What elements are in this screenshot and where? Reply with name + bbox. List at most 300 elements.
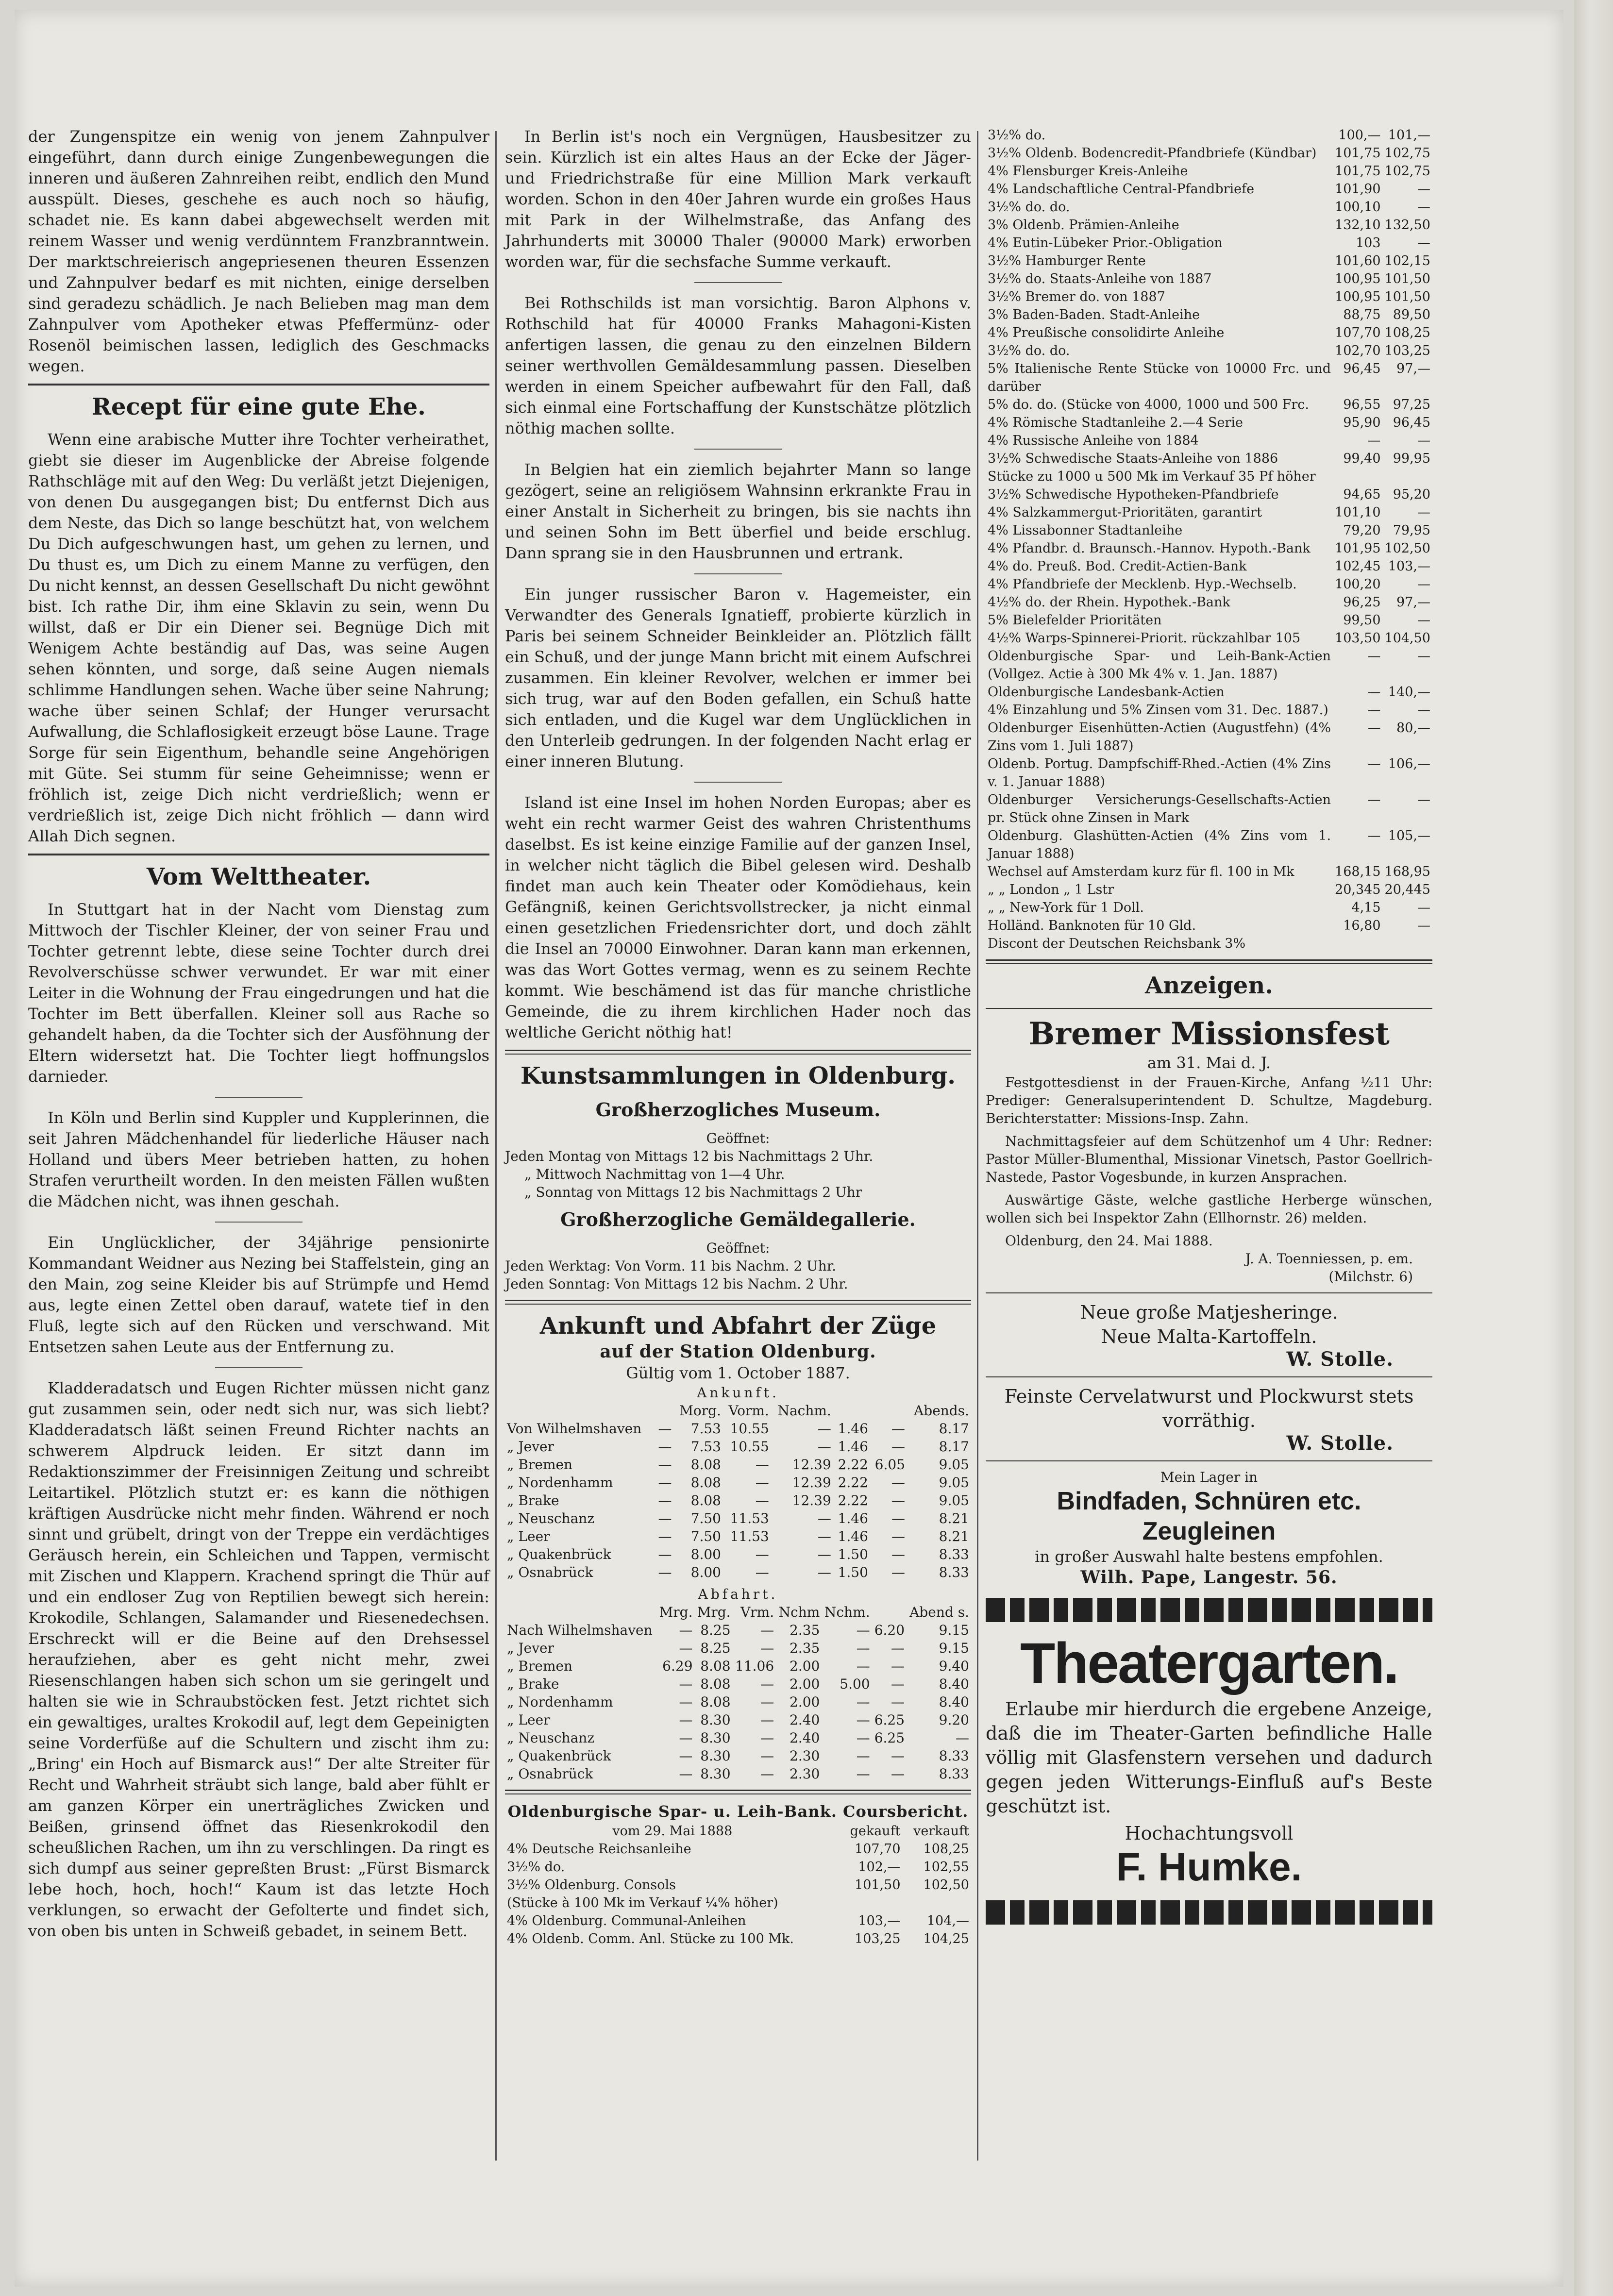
table-cell: — <box>1417 577 1430 592</box>
table-cell: „ Neuschanz <box>507 1730 595 1746</box>
table-cell: — <box>856 1766 870 1782</box>
kurse-table <box>986 126 1432 953</box>
table-cell: — <box>679 1694 693 1710</box>
section-rule <box>986 1376 1432 1377</box>
table-cell: 79,95 <box>1393 523 1430 538</box>
table-cell: 101,50 <box>855 1877 901 1893</box>
missionsfest-date: am 31. Mai d. J. <box>1147 1054 1271 1072</box>
table-row <box>986 468 1432 486</box>
museum-line: Jeden Montag von Mittags 12 bis Nachmittags 2 Uhr. <box>505 1148 874 1164</box>
column-1 <box>28 126 489 1946</box>
table-row <box>505 1621 971 1639</box>
table-cell: 4% Oldenburg. Communal-Anleihen <box>507 1913 746 1928</box>
table-cell: 108,25 <box>923 1842 969 1857</box>
table-row <box>986 450 1432 468</box>
table-cell: — <box>891 1439 906 1455</box>
table-cell: — <box>956 1730 969 1746</box>
table-cell: 4% Pfandbriefe der Mecklenb. Hyp.-Wechselb. <box>988 577 1297 592</box>
table-cell: 8.08 <box>700 1658 731 1674</box>
table-cell: „ Leer <box>507 1712 550 1728</box>
table-row <box>986 216 1432 234</box>
table-cell: 99,50 <box>1343 613 1381 628</box>
table-cell: 95,90 <box>1343 415 1381 430</box>
table-cell: 2.35 <box>790 1622 820 1638</box>
table-row <box>505 1563 971 1581</box>
table-cell: — <box>1367 721 1381 736</box>
table-cell: — <box>760 1712 774 1728</box>
table-row <box>986 180 1432 198</box>
table-cell: 10.55 <box>730 1421 769 1437</box>
missionsfest-gaeste: Auswärtige Gäste, welche gastliche Herberge wünschen, wollen sich bei Inspektor Zahn (Ellhornstr. 26) melden. <box>986 1192 1432 1226</box>
table-cell: Stücke zu 1000 u 500 Mk im Verkauf 35 Pf höher <box>988 469 1316 484</box>
table-cell: 6.20 <box>874 1622 905 1638</box>
table-cell: 2.00 <box>790 1676 820 1692</box>
table-row <box>505 1420 971 1438</box>
table-cell: 8.08 <box>690 1492 721 1508</box>
column-3 <box>986 126 1432 1934</box>
table-cell: 103,25 <box>855 1931 901 1946</box>
table-cell: „ Neuschanz <box>507 1510 595 1526</box>
table-cell: 101,75 <box>1335 164 1381 179</box>
table-cell: Oldenburgische Spar- und Leih-Bank-Actien (Vollgez. Actie à 300 Mk 4% v. 1. Jan. 1887) <box>988 649 1331 682</box>
ad-signature: Wilh. Pape, Langestr. 56. <box>1080 1567 1338 1588</box>
table-cell: Nachm. <box>777 1403 831 1419</box>
table-cell: 3½% Schwedische Staats-Anleihe von 1886 <box>988 451 1278 466</box>
separator <box>215 1097 302 1098</box>
table-row <box>986 306 1432 324</box>
table-row <box>505 1912 971 1930</box>
article-zahnpflege: der Zungenspitze ein wenig von jenem Zahnpulver eingeführt, dann durch einige Zungenbewegungen die inneren und äußeren Zahnreihen reibt, endlich den Mund ausspült. Dieses, geschehe es auch noch so häufig, schadet nie. Es kann dabei abgewechselt werden mit reinem Wasser und wenig verdünntem Franzbranntwein. Der marktschreierisch angepriesenen theuren Essenzen und Zahnpulver bedarf es mit nichten, einige derselben sind geradezu schädlich. Je nach Belieben mag man dem Zahnpulver vom Apotheker etwas Pfeffermünz- oder Rosenöl beimischen lassen, lediglich des Geschmacks wegen. <box>28 127 489 375</box>
table-cell: — <box>891 1475 906 1491</box>
table-cell: — <box>856 1694 870 1710</box>
table-cell: — <box>891 1528 906 1544</box>
ad-stolle-wurst <box>986 1384 1432 1454</box>
table-cell: — <box>891 1510 906 1526</box>
abfahrt-table <box>505 1603 971 1783</box>
table-cell: 4% Lissabonner Stadtanleihe <box>988 523 1183 538</box>
table-cell: — <box>658 1492 672 1508</box>
table-cell: — <box>1367 433 1381 448</box>
table-cell: — <box>891 1658 905 1674</box>
table-cell: — <box>891 1492 906 1508</box>
table-cell: 3½% do. Staats-Anleihe von 1887 <box>988 271 1212 286</box>
table-cell: — <box>658 1546 672 1562</box>
table-cell: 7.50 <box>690 1528 721 1544</box>
table-cell: „ Bremen <box>507 1457 573 1473</box>
table-cell: Oldenburger Versicherungs-Gesellschafts-Actien pr. Stück ohne Zinsen in Mark <box>988 792 1331 825</box>
separator <box>694 449 782 450</box>
table-cell: — <box>1417 433 1430 448</box>
table-cell: — <box>679 1712 693 1728</box>
table-row <box>986 342 1432 360</box>
table-cell: 102,— <box>858 1860 901 1875</box>
table-cell: 6.29 <box>662 1658 693 1674</box>
table-cell: „ „ London „ 1 Lstr <box>988 882 1114 897</box>
table-cell: — <box>1417 649 1430 664</box>
table-cell: 4% Russische Anleihe von 1884 <box>988 433 1199 448</box>
table-cell: 4,15 <box>1351 900 1381 915</box>
table-cell: 8.17 <box>939 1439 969 1455</box>
table-row <box>986 288 1432 306</box>
galerie-line: Jeden Werktag: Von Vorm. 11 bis Nachm. 2 Uhr. <box>505 1258 837 1274</box>
table-cell: — <box>856 1712 870 1728</box>
table-cell: 4% Salzkammergut-Prioritäten, garantirt <box>988 505 1262 520</box>
ad-line: Bindfaden, Schnüren etc. <box>1057 1487 1361 1515</box>
table-cell <box>1383 468 1432 486</box>
table-cell: 132,50 <box>1384 218 1430 233</box>
table-cell: 4% Pfandbr. d. Braunsch.-Hannov. Hypoth.-Bank <box>988 541 1311 556</box>
table-cell: 2.35 <box>790 1640 820 1656</box>
table-cell: 100,95 <box>1335 289 1381 304</box>
table-cell: 102,75 <box>1384 164 1430 179</box>
table-cell: — <box>679 1640 693 1656</box>
table-cell: 104,50 <box>1384 631 1430 646</box>
table-row <box>986 935 1432 953</box>
table-cell: Morg. <box>679 1403 721 1419</box>
table-cell: „ Brake <box>507 1676 559 1692</box>
table-row <box>505 1545 971 1563</box>
table-cell: — <box>1367 756 1381 771</box>
table-cell: — <box>760 1640 774 1656</box>
table-cell: 101,95 <box>1335 541 1381 556</box>
table-row <box>986 575 1432 593</box>
table-header <box>505 1603 971 1621</box>
table-cell: Holländ. Banknoten für 10 Gld. <box>988 918 1196 933</box>
table-row <box>986 629 1432 647</box>
table-cell: — <box>755 1492 769 1508</box>
table-cell: 4% Eutin-Lübeker Prior.-Obligation <box>988 235 1223 251</box>
table-row <box>986 683 1432 701</box>
table-cell: — <box>755 1564 769 1580</box>
table-cell: 5% Bielefelder Prioritäten <box>988 613 1162 628</box>
ankunft-title: Ankunft. <box>697 1385 779 1401</box>
table-cell: Von Wilhelmshaven <box>507 1421 642 1437</box>
table-cell: 3½% do. do. <box>988 200 1070 215</box>
table-cell: 99,40 <box>1343 451 1381 466</box>
table-cell: 2.22 <box>838 1492 868 1508</box>
table-cell: 5.00 <box>840 1676 870 1692</box>
table-row <box>986 755 1432 791</box>
spar-date: vom 29. Mai 1888 <box>612 1824 733 1839</box>
table-cell: „ Brake <box>507 1492 559 1508</box>
table-cell: — <box>658 1475 672 1491</box>
table-header <box>505 1402 971 1420</box>
table-cell: 2.22 <box>838 1475 868 1491</box>
table-cell: 8.00 <box>690 1546 721 1562</box>
table-row <box>986 899 1432 917</box>
table-cell: 3% Baden-Baden. Stadt-Anleihe <box>988 307 1200 322</box>
spar-table <box>505 1822 971 1948</box>
table-cell: — <box>856 1622 870 1638</box>
table-row <box>505 1894 971 1912</box>
table-cell: — <box>891 1694 905 1710</box>
table-cell: „ Osnabrück <box>507 1766 593 1782</box>
table-cell: Wechsel auf Amsterdam kurz für fl. 100 in Mk <box>988 864 1294 879</box>
museum-line: „ Mittwoch Nachmittag von 1—4 Uhr. <box>524 1166 785 1182</box>
table-cell <box>903 1894 971 1912</box>
table-cell: 107,70 <box>855 1842 901 1857</box>
table-cell: — <box>1367 792 1381 807</box>
table-cell: 103,50 <box>1335 631 1381 646</box>
ad-line: Feinste Cervelatwurst und Plockwurst stets vorräthig. <box>1004 1386 1414 1431</box>
table-cell: „ Jever <box>507 1640 554 1656</box>
table-row <box>505 1675 971 1693</box>
table-row <box>505 1930 971 1948</box>
table-cell: — <box>891 1676 905 1692</box>
separator <box>215 1222 302 1223</box>
table-row <box>986 198 1432 216</box>
table-cell: 4½% do. der Rhein. Hypothek.-Bank <box>988 595 1230 610</box>
table-cell: 104,25 <box>923 1931 969 1946</box>
table-cell: 100,95 <box>1335 271 1381 286</box>
table-cell: — <box>817 1421 831 1437</box>
section-rule <box>986 1292 1432 1293</box>
table-cell: 10.55 <box>730 1439 769 1455</box>
table-cell <box>505 1402 655 1420</box>
table-cell: 3½% do. <box>507 1860 565 1875</box>
table-row <box>986 360 1432 396</box>
table-cell: 11.53 <box>730 1510 769 1526</box>
table-cell: 8.08 <box>700 1694 731 1710</box>
table-cell: 101,60 <box>1335 253 1381 268</box>
table-row <box>505 1438 971 1456</box>
table-cell: — <box>817 1564 831 1580</box>
table-row <box>505 1657 971 1675</box>
article-recept: Wenn eine arabische Mutter ihre Tochter verheirathet, giebt sie dieser im Augenblicke der Abreise folgende Rathschläge mit auf den Weg: Du verläßt jetzt Diejenigen, von denen Du ausgegangen bist; Du entfernst Dich aus dem Neste, das Dich so lange beschützt hat, von welchem Du Dich aufgeschwungen hast, um gehen zu lernen, und Du thust es, um Dich zu einem Manne zu verfügen, den Du nicht kennst, an dessen Gesellschaft Du nicht gewöhnt bist. Ich rathe Dir, ihm eine Sklavin zu sein, wenn Du willst, daß er Dir ein Diener sei. Begnüge Dich mit Wenigem Achte beständig auf Das, was seine Augen sehen könnten, und sorge, daß seine Augen niemals schlimme Handlungen sehen. Wache über seine Nahrung; wache über seinen Schlaf; der Hunger verursacht Aufwallung, die Schlaflosigkeit erzeugt böse Laune. Trage Sorge für sein Eigenthum, behandle seine Angehörigen mit Güte. Sei stumm für seine Geheimnisse; wenn er fröhlich ist, zeige Dich nicht verdrießlich; wenn er verdrießlich ist, zeige Dich nicht fröhlich — dann wird Allah Dich segnen. <box>28 430 489 845</box>
table-cell: 79,20 <box>1343 523 1381 538</box>
table-row <box>986 162 1432 180</box>
table-cell: 94,65 <box>1343 487 1381 502</box>
table-cell: — <box>1367 828 1381 843</box>
ad-line: Neue Malta-Kartoffeln. <box>1101 1326 1317 1347</box>
table-cell: 4% Deutsche Reichsanleihe <box>507 1842 691 1857</box>
table-cell: Nach Wilhelmshaven <box>507 1622 653 1638</box>
table-cell: 100,— <box>1338 128 1381 143</box>
table-cell: 168,95 <box>1384 864 1430 879</box>
table-cell: 20,345 <box>1335 882 1381 897</box>
table-cell: Nchm <box>778 1604 820 1620</box>
table-cell: — <box>817 1528 831 1544</box>
table-cell: 8.30 <box>700 1730 731 1746</box>
table-cell: verkauft <box>913 1824 969 1839</box>
missionsfest-address: (Milchstr. 6) <box>1328 1269 1413 1285</box>
table-cell: 3½% Oldenburg. Consols <box>507 1877 676 1893</box>
table-cell: 102,15 <box>1384 253 1430 268</box>
column-divider <box>495 131 497 2161</box>
table-cell: — <box>679 1676 693 1692</box>
table-cell: — <box>755 1457 769 1473</box>
table-cell: „ Leer <box>507 1528 550 1544</box>
heading-museum: Großherzogliches Museum. <box>595 1099 881 1121</box>
table-cell: — <box>679 1766 693 1782</box>
table-cell: 102,45 <box>1335 559 1381 574</box>
heading-zuege: Ankunft und Abfahrt der Züge <box>539 1312 937 1340</box>
table-cell: 12.39 <box>792 1475 831 1491</box>
missionsfest-nachmittag: Nachmittagsfeier auf dem Schützenhof um 4 Uhr: Redner: Pastor Müller-Blumenthal, Missionar Vinetsch, Pastor Goellrich-Nastede, Pastor Vogesbunde, in kurzen Ansprachen. <box>986 1133 1432 1185</box>
table-cell: — <box>658 1564 672 1580</box>
table-cell: 1.46 <box>838 1421 868 1437</box>
table-cell: 96,25 <box>1343 595 1381 610</box>
table-cell: 2.00 <box>790 1658 820 1674</box>
table-cell: — <box>891 1748 905 1764</box>
article-island: Island ist eine Insel im hohen Norden Europas; aber es weht ein recht warmer Geist des wahren Christenthums daselbst. Es ist keine einzige Familie auf der ganzen Insel, in welcher nicht täglich die Bibel gelesen wird. Deshalb findet man auch kein Theater oder Komödiehaus, kein Gefängniß, keinen Gerichtsvollstrecker, ja nicht einmal einen gesetzlichen Friedensrichter dort, und doch zählt die Insel an 70000 Einwohner. Daran kann man erkennen, was das Wort Gottes vermag, wenn es zu seinem Rechte kommt. Wie beschämend ist das für manche christliche Gemeinde, die zu ihrem kirchlichen Hader noch das weltliche Gericht nöthig hat! <box>505 793 971 1041</box>
table-cell: 2.30 <box>790 1766 820 1782</box>
table-cell: 9.05 <box>939 1457 969 1473</box>
section-rule <box>28 854 489 855</box>
missionsfest-ort: Oldenburg, den 24. Mai 1888. <box>1005 1233 1213 1249</box>
table-cell: 6.05 <box>874 1457 906 1473</box>
table-row <box>986 144 1432 162</box>
table-cell: 108,25 <box>1384 325 1430 340</box>
table-cell: Mrg. <box>659 1604 693 1620</box>
ad-line: Mein Lager in <box>1160 1469 1258 1485</box>
table-cell: „ Nordenhamm <box>507 1475 613 1491</box>
table-cell: 102,75 <box>1384 146 1430 161</box>
table-cell: — <box>1417 235 1430 251</box>
missionsfest-gottesdienst: Festgottesdienst in der Frauen-Kirche, Anfang ½11 Uhr: Prediger: Generalsuperintendent D. Schultze, Magdeburg. Berichterstatter: Missions-Insp. Zahn. <box>986 1074 1432 1126</box>
ad-stolle-heringe <box>986 1300 1432 1370</box>
table-cell: 8.08 <box>690 1475 721 1491</box>
missionsfest-signature: J. A. Toenniessen, p. em. <box>1245 1251 1413 1267</box>
table-cell: 101,50 <box>1384 289 1430 304</box>
table-cell: „ Bremen <box>507 1658 573 1674</box>
table-row <box>505 1858 971 1876</box>
table-cell: 132,10 <box>1335 218 1381 233</box>
table-row <box>986 593 1432 611</box>
table-cell: — <box>1417 703 1430 718</box>
column-divider <box>977 131 978 2161</box>
ad-pape <box>986 1468 1432 1588</box>
table-cell: 8.21 <box>939 1528 969 1544</box>
table-cell: — <box>1417 900 1430 915</box>
table-cell: 102,50 <box>1384 541 1430 556</box>
table-cell: 3% Oldenb. Prämien-Anleihe <box>988 218 1179 233</box>
table-cell: — <box>1367 685 1381 700</box>
table-row <box>505 1527 971 1545</box>
table-cell: 96,55 <box>1343 397 1381 412</box>
table-cell: 4% Einzahlung und 5% Zinsen vom 31. Dec. 1887.) <box>988 703 1328 718</box>
table-row <box>986 432 1432 450</box>
table-row <box>986 126 1432 144</box>
table-cell: Mrg. <box>697 1604 731 1620</box>
table-cell: 12.39 <box>792 1457 831 1473</box>
museum-geoeffnet: Geöffnet: <box>706 1130 770 1146</box>
table-cell: 101,50 <box>1384 271 1430 286</box>
table-cell: 101,75 <box>1335 146 1381 161</box>
table-cell: — <box>856 1658 870 1674</box>
museum-line: „ Sonntag von Mittags 12 bis Nachmittags 2 Uhr <box>524 1184 862 1200</box>
table-cell: 103 <box>1355 235 1381 251</box>
table-cell: 8.30 <box>700 1712 731 1728</box>
table-row <box>986 252 1432 270</box>
table-cell: 96,45 <box>1343 361 1381 376</box>
table-cell: 2.22 <box>838 1457 868 1473</box>
galerie-line: Jeden Sonntag: Von Mittags 12 bis Nachm. 2 Uhr. <box>505 1276 848 1292</box>
table-cell: — <box>891 1546 906 1562</box>
ornament-border <box>986 1900 1432 1925</box>
table-cell: 3½% Schwedische Hypotheken-Pfandbriefe <box>988 487 1279 502</box>
ad-theatergarten-signature: F. Humke. <box>1116 1845 1302 1889</box>
table-cell: — <box>856 1640 870 1656</box>
table-cell: „ Quakenbrück <box>507 1748 611 1764</box>
table-cell: 102,70 <box>1335 343 1381 358</box>
table-cell: 8.08 <box>690 1457 721 1473</box>
table-cell: 101,90 <box>1335 182 1381 197</box>
table-row <box>505 1509 971 1527</box>
table-cell: — <box>1417 613 1430 628</box>
table-cell: — <box>760 1622 774 1638</box>
table-cell: 2.40 <box>790 1712 820 1728</box>
table-cell: (Stücke à 100 Mk im Verkauf ¼% höher) <box>507 1895 778 1911</box>
table-cell: 8.00 <box>690 1564 721 1580</box>
article-baron: Ein junger russischer Baron v. Hagemeister, ein Verwandter des Generals Ignatieff, probierte kürzlich in Paris bei seinem Schneider Beinkleider an. Plötzlich fällt ein Schuß, und der junge Mann bricht mit einem Aufschrei zusammen. Ein kleiner Revolver, welchen er immer bei sich trug, war auf den Boden gefallen, ein Schuß hatte sich entladen, und die Kugel war dem Unglücklichen in den Unterleib gedrungen. In der folgenden Nacht erlag er einer inneren Blutung. <box>505 585 971 771</box>
ad-line: Zeugleinen <box>1142 1517 1276 1545</box>
heading-sparbank: Oldenburgische Spar- u. Leih-Bank. Coursbericht. <box>507 1802 969 1821</box>
table-cell: Discont der Deutschen Reichsbank 3% <box>988 936 1246 951</box>
table-cell: 8.33 <box>939 1766 969 1782</box>
section-rule <box>505 1300 971 1305</box>
table-cell: 9.05 <box>939 1475 969 1491</box>
table-cell <box>1333 468 1382 486</box>
table-cell: — <box>760 1676 774 1692</box>
article-stuttgart: In Stuttgart hat in der Nacht vom Dienstag zum Mittwoch der Tischler Kleiner, der von seiner Frau und Tochter getrennt lebte, diese seine Tochter durch drei Revolverschüsse schwer verwundet. Er war mit einer Leiter in die Wohnung der Frau eingedrungen und hat die Tochter im Bett überfallen. Kleiner soll aus Rache so gehandelt haben, da die Tochter sich der Ausföhnung der Eltern widersetzt hat. Die Tochter liegt hoffnungslos darnieder. <box>28 900 489 1086</box>
table-row <box>505 1639 971 1657</box>
table-cell: — <box>658 1528 672 1544</box>
article-rothschild: Bei Rothschilds ist man vorsichtig. Baron Alphons v. Rothschild hat für 40000 Franks Mahagoni-Kisten anfertigen lassen, die genau zu den einzelnen Bildern seiner werthvollen Gemäldesammlung passen. Dieselben werden in einem Speicher aufbewahrt für den Fall, daß sich einmal eine Fortschaffung der Kunstschätze plötzlich nöthig machen sollte. <box>505 294 971 437</box>
table-cell: — <box>760 1766 774 1782</box>
table-cell: 3½% Oldenb. Bodencredit-Pfandbriefe (Kündbar) <box>988 146 1317 161</box>
table-cell: — <box>760 1748 774 1764</box>
table-cell: 8.33 <box>939 1748 969 1764</box>
table-cell: — <box>817 1439 831 1455</box>
table-cell: — <box>856 1730 870 1746</box>
table-cell: 12.39 <box>792 1492 831 1508</box>
table-cell: 4% do. Preuß. Bod. Credit-Actien-Bank <box>988 559 1247 574</box>
table-cell: Vorm. <box>728 1403 769 1419</box>
table-cell: 89,50 <box>1393 307 1430 322</box>
table-cell: 100,10 <box>1335 200 1381 215</box>
ad-theatergarten-greeting: Hochachtungsvoll <box>1125 1823 1294 1844</box>
table-row <box>986 486 1432 503</box>
table-row <box>986 611 1432 629</box>
table-cell: 5% do. do. (Stücke von 4000, 1000 und 500 Frc. <box>988 397 1309 412</box>
table-cell: — <box>755 1475 769 1491</box>
table-cell: — <box>755 1546 769 1562</box>
table-cell: 140,— <box>1388 685 1430 700</box>
table-cell: 80,— <box>1396 721 1430 736</box>
table-cell: 102,55 <box>923 1860 969 1875</box>
ad-signature: W. Stolle. <box>1286 1432 1394 1455</box>
table-row <box>986 863 1432 881</box>
table-cell: 1.46 <box>838 1510 868 1526</box>
table-cell: „ „ New-York für 1 Doll. <box>988 900 1144 915</box>
section-rule <box>505 1790 971 1794</box>
article-berlin: In Berlin ist's noch ein Vergnügen, Hausbesitzer zu sein. Kürzlich ist ein altes Haus an der Ecke der Jäger- und Friedrichstraße für eine Million Mark verkauft worden. Schon in den 40er Jahren wurde ein großes Haus mit Park in der Wilhelmstraße, das Anfang des Jahrhunderts mit 30000 Thaler (90000 Mark) erworben worden war, für die sechsfache Summe verkauft. <box>505 127 971 271</box>
table-cell: 2.40 <box>790 1730 820 1746</box>
table-cell: 4% Flensburger Kreis-Anleihe <box>988 164 1188 179</box>
zuege-station: auf der Station Oldenburg. <box>600 1341 876 1362</box>
table-row <box>986 881 1432 899</box>
table-cell: 100,20 <box>1335 577 1381 592</box>
table-cell: — <box>760 1730 774 1746</box>
table-cell: 8.25 <box>700 1622 731 1638</box>
table-cell: 97,— <box>1396 595 1430 610</box>
table-cell: 107,70 <box>1335 325 1381 340</box>
table-cell: 97,25 <box>1393 397 1430 412</box>
table-cell: „ Quakenbrück <box>507 1546 611 1562</box>
table-cell: 8.33 <box>939 1564 969 1580</box>
article-kladderadatsch: Kladderadatsch und Eugen Richter müssen nicht ganz gut zusammen sein, oder nedt sich nur, was sich liebt? Kladderadatsch läßt seinen Freund Richter nachts an schwerem Alpdruck leiden. Er sitzt dann im Redaktionszimmer der Freisinnigen Zeitung und schreibt Leitartikel. Plötzlich stutzt er: es kann die nöthigen kräftigen Ausdrücke nicht mehr finden. Während er noch sinnt und grübelt, dringt von der Treppe ein verdächtiges Geräusch herein, ein Schleichen und Tappen, vermischt mit Zischen und Klappern. Krachend springt die Thür auf und ein endloser Zug von Reptilien bewegt sich herein: Krokodile, Schlangen, Salamander und Riesenedechsen. Erschreckt will er die Beine auf den Drehsessel heraufziehen, aber es geht nicht mehr, zwei Riesenschlangen haben sich schon um sie geringelt und halten sie wie in Schraubstöcken fest. Jetzt richtet sich ein gewaltiges, uraltes Krokodil auf, legt dem Gepeinigten seine Vorderfüße auf die Schultern und zischt ihm zu: „Bring' ein Hoch auf Bismarck aus!“ Der alte Streiter für Recht und Wahrheit sträubt sich lange, bald aber fühlt er am ganzen Körper ein unerträgliches Zwicken und Beißen, grinsend öffnet das Riesenkrokodil den scheußlichen Rachen, um ihn zu verschlingen. Da ringt es sich dumpf aus seiner gepreßten Brust: „Fürst Bismarck lebe hoch, hoch, hoch!“ Kaum ist das letzte Hoch verklungen, so erwacht der Gefolterte und findet sich, von oben bis unten in Schweiß gebadet, in seinem Bett. <box>28 1379 489 1940</box>
